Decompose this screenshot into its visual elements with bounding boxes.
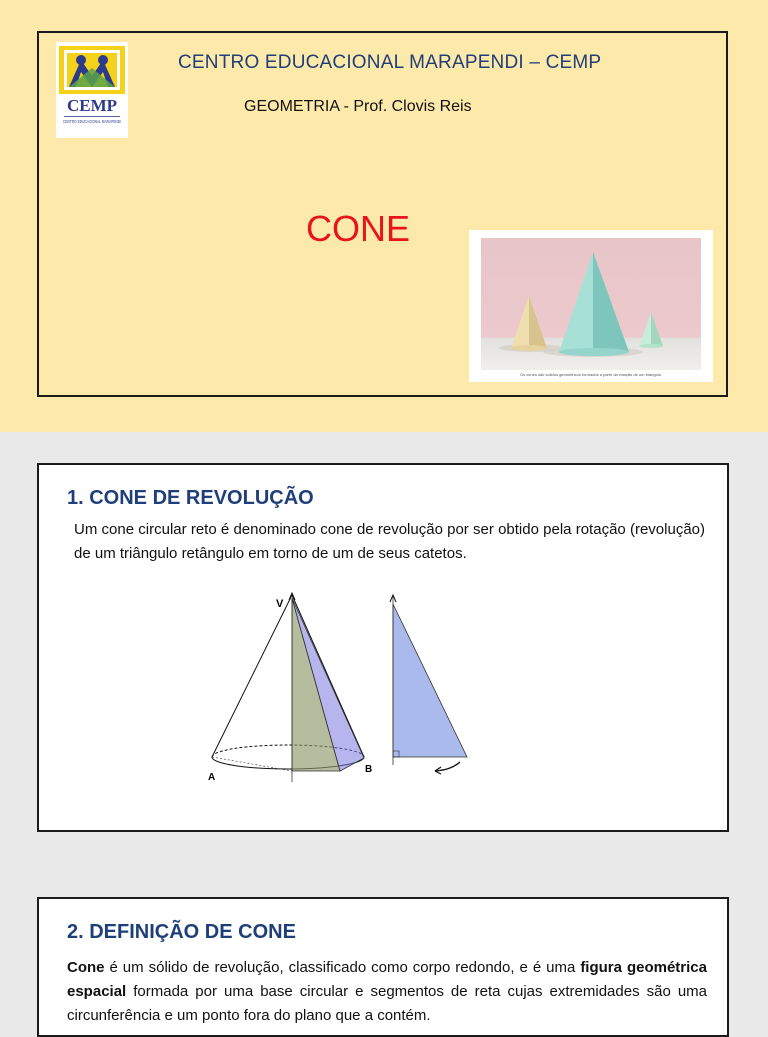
- definition-term: Cone: [67, 959, 105, 976]
- revolution-text: Um cone circular reto é denominado cone de revolução por ser obtido pela rotação (revolução) de um triângulo retângulo em torno de um de seus catetos.: [74, 521, 705, 562]
- cones-image: [481, 238, 701, 370]
- section-title-revolution: 1. CONE DE REVOLUÇÃO: [67, 487, 314, 509]
- label-a: A: [208, 772, 216, 783]
- subject-line: GEOMETRIA - Prof. Clovis Reis: [244, 98, 472, 115]
- cone-diagram: [189, 590, 489, 795]
- label-vertex: V: [276, 598, 284, 610]
- definition-highlight: figura geométrica espacial: [67, 959, 707, 1000]
- section-title-definition: 2. DEFINIÇÃO DE CONE: [67, 921, 296, 943]
- page-title: CONE: [306, 208, 411, 249]
- definition-slide: [37, 897, 729, 1037]
- school-name: CENTRO EDUCACIONAL MARAPENDI – CEMP: [178, 52, 602, 73]
- title-slide: [0, 0, 768, 432]
- revolution-slide: [37, 463, 729, 832]
- cones-photo: [469, 230, 713, 382]
- cemp-logo: [56, 42, 128, 138]
- logo-icon: [56, 42, 128, 138]
- photo-caption: Os cones são sólidos geométricos formados a partir da rotação de um triângulo.: [519, 372, 663, 377]
- definition-text: Cone é um sólido de revolução, classificado como corpo redondo, e é uma figura geométrica espacial formada por uma base circular e segmentos de reta cujas extremidades são uma circunferência e um ponto fora do plano que a contém.: [67, 959, 707, 1024]
- svg-text:CENTRO EDUCACIONAL MARAPENDI: CENTRO EDUCACIONAL MARAPENDI: [63, 119, 121, 124]
- label-b: B: [365, 764, 373, 775]
- svg-text:CEMP: CEMP: [66, 96, 118, 115]
